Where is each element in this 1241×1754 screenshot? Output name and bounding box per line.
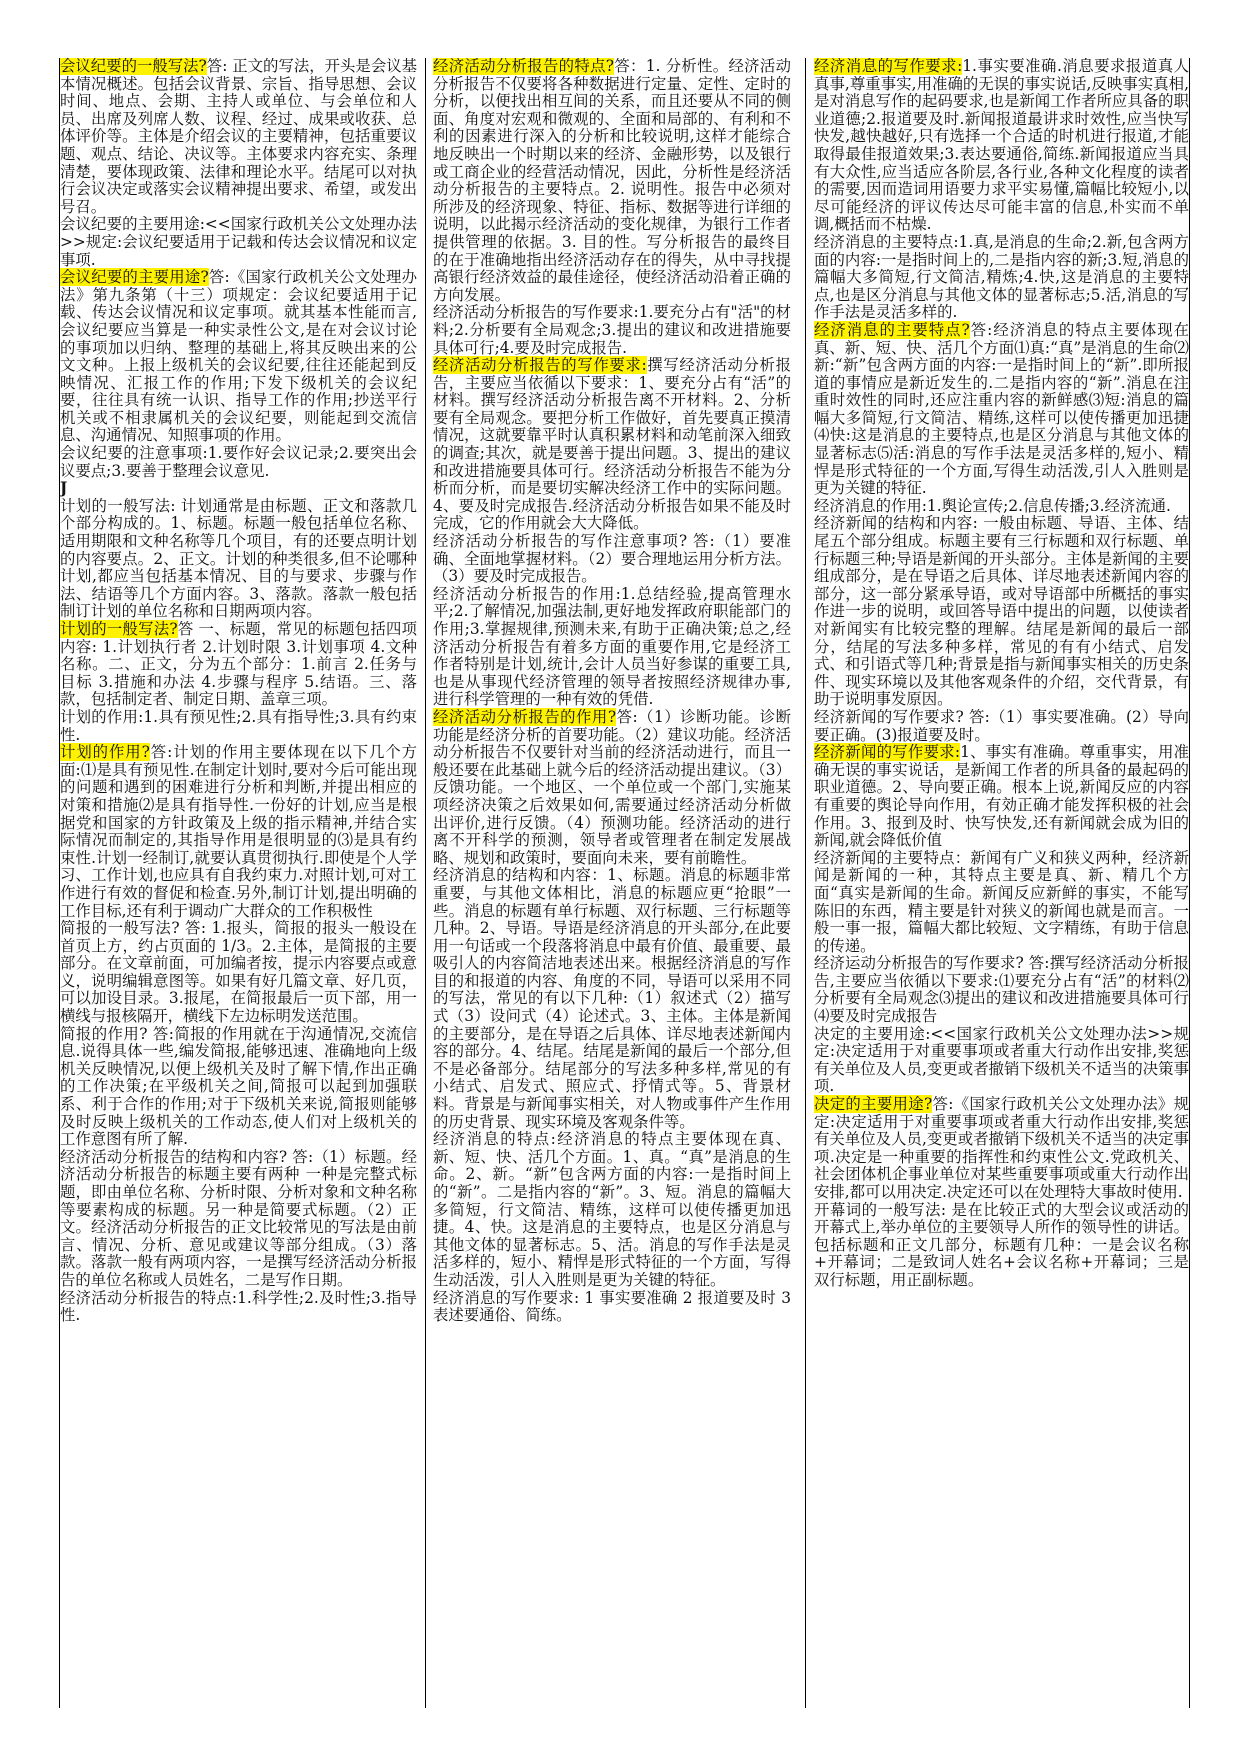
paragraph-text: 1、事实有准确。尊重事实，用准确无误的事实说话，是新闻工作者的所具备的最起码的职业道德。2、导向要正确。根本上说,新闻反应的内容有重要的舆论导向作用，有効正确才能发挥积极的社会作用。3、报到及时、快写快发,还有新闻就会成为旧的新闻,就会降低价值 [814,743,1189,850]
paragraph [433,304,791,357]
highlighted-question: 经济活动分析报告的写作要求: [433,356,647,375]
paragraph-text: 经济新闻的写作要求? 答:（1）事实要准确。(2）导向要正确。(3)报道要及时。 [814,707,1189,744]
paragraph-text: 经济消息的特点:经济消息的特点主要体现在真、新、短、快、活几个方面。1、真。“真”是消息的生命。2、新。“新”包含两方面的内容:一是指时间上的“新”。二是指内容的“新”。3、短。消息的篇幅大多简短，行文简洁、精练，这样可以使传播更加迅捷。4、快。这是消息的主要特点，也是区分消息与其他文体的显著标志。5、活。消息的写作手法是灵活多样的，短小、精悍是形式特征的一个方面，写得生动活泼，引人入胜则是更为关键的特征。 [433,1130,791,1289]
paragraph-text: 经济活动分析报告的写作要求:1.要充分占有"活"的材料;2.分析要有全局观念;3.提出的建议和改进措施要具体可行;4.要及时完成报告. [433,303,791,357]
paragraph [60,480,417,498]
text-column-1 [60,58,417,1708]
paragraph-text: 经济活动分析报告的写作注意事项? 答:（1）要准确、全面地掌握材料。（2）要合理地运用分析方法。（3）要及时完成报告。 [433,532,791,586]
highlighted-question: 经济活动分析报告的作用? [433,707,617,726]
paragraph-text: 经济新闻的结构和内容: 一般由标题、导语、主体、结尾五个部分组成。标题主要有三行标题和双行标题、单行标题三种;导语是新闻的开头部分。主体是新闻的主要组成部分，是在导语之后具体、详尽地表述新闻内容的部分，这一部分紧承导语，或对导语部中所概括的事实作进一步的说明，或回答导语中提出的问题，以使读者对新闻实有比较完整的理解。结尾是新闻的最后一部分，结尾的写法多种多样，常见的有有小结式、启发式、和引语式等几种;背景是指与新闻事实相关的历史条件、现实环境以及其他客观条件的介绍，交代背景，有助于说明事发原因。 [814,514,1189,709]
paragraph [814,498,1189,516]
paragraph-text: 经济活动分析报告的特点:1.科学性;2.及时性;3.指导性. [60,1288,417,1325]
paragraph [433,1290,791,1325]
paragraph [433,867,791,1131]
highlighted-question: 计划的作用? [60,743,150,762]
paragraph [814,58,1189,234]
highlighted-question: 计划的一般写法? [60,620,178,638]
paragraph-text: 经济活动分析报告的作用:1.总结经验,提高管理水平;2.了解情况,加强法制,更好地发挥政府职能部门的作用;3.掌握规律,预测未来,有助于正确决策;总之,经济活动分析报告有着多方面的重要作用,它是经济工作者特别是计划,统计,会计人员当好参谋的重要工具,也是从事现代经济管理的领导者按照经济规律办事,进行科学管理的一种有效的凭借. [433,584,791,709]
paragraph [433,533,791,586]
paragraph-text: 简报的一般写法? 答: 1.报头，简报的报头一般设在首页上方，约占页面的 1/3。2.主体，是简报的主要部分。在文章前面，可加编者按，提示内容要点或意义，说明编辑意图等。如果有好几篇文章、好几页，可以加设目录。3.报尾，在简报最后一页下部，用一横线与报核隔开，横线下左边标明发送范围。 [60,919,417,1026]
paragraph [433,357,791,533]
paragraph-text: 经济消息的写作要求: 1 事实要准确 2 报道要及时 3 表述要通俗、简练。 [433,1288,791,1325]
text-column-2 [433,58,791,1708]
paragraph-text: 答: 正文的写法，开头是会议基本情况概述。包括会议背景、宗旨、指导思想、会议时间、地点、会期、主持人或单位、与会单位和人员、出席及列席人数、议程、经过、成果或收获、总体评价等。主体是介绍会议的主要精神，包括重要议题、观点、结论、决议等。主体要求内容充实、条理清楚，要体现政策、法律和理论水平。结尾可以对执行会议决定或落实会议精神提出要求、希望，或发出号召。 [60,58,417,216]
paragraph-text: 答:（1）诊断功能。诊断功能是经济分析的首要功能。（2）建议功能。经济活动分析报告不仅要针对当前的经济活动进行，而且一般还要在此基础上就今后的经济活动提出建议。（3）反馈功能。一个地区、一个单位或一个部门,实施某项经济决策之后效果如何,需要通过经济活动分析做出评价,进行反馈。（4）预测功能。经济活动的进行离不开科学的预测，领导者或管理者在制定发展战略、规划和政策时，要面向未来，要有前瞻性。 [433,707,791,867]
paragraph [60,744,417,920]
column-rule [805,58,806,1708]
paragraph-text: 答:计划的作用主要体现在以下几个方面:⑴是具有预见性.在制定计划时,要对今后可能出现的问题和遇到的困难进行分析和判断,并提出相应的对策和措施⑵是具有指导性.一份好的计划,应当是根据党和国家的方针政策及上级的指示精神,并结合实际情况而制定的,其指导作用是很明显的⑶是具有约束性.计划一经制订,就要认真贯彻执行.即使是个人学习、工作计划,也应具有自我约束力.对照计划,可对工作进行有效的督促和检查.另外,制订计划,提出明确的工作目标,还有利于调动广大群众的工作积极性 [60,743,417,920]
text-column-3 [814,58,1189,1708]
paragraph [433,586,791,709]
paragraph-text: 撰写经济活动分析报告，主要应当依循以下要求：1、要充分占有“活”的材料。撰写经济活动分析报告离不开材料。2、分析要有全局观念。要把分析工作做好，首先要真正摸清情况，这就要靠平时认真积累材料和动笔前深入细致的调查;其次，就是要善于提出问题。3、提出的建议和改进措施要具体可行。经济活动分析报告不能为分析而分析，而是要切实解决经济工作中的实际问题。4、要及时完成报告.经济活动分析报告如果不能及时完成，它的作用就会大大降低。 [433,356,791,533]
paragraph-text: 答：1. 分析性。经济活动分析报告不仅要将各种数据进行定量、定性、定时的分析，以便找出相互间的关系，而且还要从不同的侧面、角度对宏观和微观的、全面和局部的、有利和不利的因素进行深入的分析和比较说明,这样才能综合地反映出一个时期以来的经济、金融形势，以及银行或工商企业的经营活动情况，因此，分析性是经济活动分析报告的主要特点。2. 说明性。报告中必须对所涉及的经济现象、特征、指标、数据等进行详细的说明，以此揭示经济活动的变化规律，为银行工作者提供管理的依据。3. 目的性。写分析报告的最终目的在于准确地指出经济活动存在的得失，从中寻找提高银行经济效益的最佳途径，使经济活动沿着正确的方向发展。 [433,58,791,304]
paragraph [814,850,1189,956]
paragraph-text: 决定的主要用途:<<国家行政机关公文处理办法>>规定:决定适用于对重要事项或者重大行动作出安排,奖惩有关单位及人员,变更或者撤销下级机关不适当的决策事项. [814,1024,1189,1096]
paragraph [814,1202,1189,1290]
paragraph-text: 经济活动分析报告的结构和内容? 答:（1）标题。经济活动分析报告的标题主要有两种 一种是完整式标题，即由单位名称、分析时限、分析对象和文种名称等要素构成的标题。另一种是简要式标题。（2）正文。经济活动分析报告的正文比较常见的写法是由前言、情况、分析、意见或建议等部分组成。（3）落款。落款一般有两项内容，一是撰写经济活动分析报告的单位名称或人员姓名，二是写作日期。 [60,1147,417,1289]
paragraph [60,1149,417,1290]
paragraph-text: 会议纪要的注意事项:1.要作好会议记录;2.要突出会议要点;3.要善于整理会议意见. [60,444,417,480]
column-rule [425,58,426,1708]
paragraph [60,1026,417,1149]
paragraph [433,1131,791,1289]
highlighted-question: 会议纪要的主要用途? [60,268,209,287]
highlighted-question: 经济新闻的写作要求: [814,743,961,762]
paragraph [814,234,1189,322]
paragraph [60,58,417,216]
paragraph-text: 经济消息的主要特点:1.真,是消息的生命;2.新,包含两方面的内容:一是指时间上的,二是指内容的新;3.短,消息的篇幅大多简短,行文简洁,精炼;4.快,这是消息的主要特点,也是区分消息与其他文体的显著标志;5.活,消息的写作手法是灵活多样的. [814,232,1189,322]
highlighted-question: 决定的主要用途? [814,1095,933,1114]
paragraph [814,1026,1189,1096]
paragraph [433,58,791,304]
paragraph-text: 答:《国家行政机关公文处理办法》规定:决定适用于对重要事项或者重大行动作出安排,奖惩有关单位及人员,变更或者撤销下级机关不适当的决定事项.决定是一种重要的指挥性和约束性公文.党政机关、社会团体机企事业单位对某些重要事项或重大行动作出安排,都可以用决定.决定还可以在处理特大事故时使用. [814,1095,1189,1201]
highlighted-question: 经济消息的写作要求: [814,58,963,75]
paragraph [60,445,417,480]
paragraph-text: 1.事实要准确.消息要求报道真人真事,尊重事实,用准确的无误的事实说话,反映事实真相,是对消息写作的起码要求,也是新闻工作者所应具备的职业道德;2.报道要及时.新闻报道最讲求时效性,应当快写快发,越快越好,只有选择一个合适的时机进行报道,才能取得最佳报道效果;3.表达要通俗,简练.新闻报道应当具有大众性,应当适应各阶层,各行业,各种文化程度的读者的需要,因而造词用语要力求平实易懂,篇幅比较短小,以尽可能经济的评议传达尽可能丰富的信息,朴实而不单调,概括而不枯燥. [814,58,1189,234]
paragraph-text: 经济消息的结构和内容：1、标题。消息的标题非常重要，与其他文体相比，消息的标题应更“抢眼”一些。消息的标题有单行标题、双行标题、三行标题等几种。2、导语。导语是经济消息的开头部分,在此要用一句话或一个段落将消息中最有价值、最重要、最吸引人的内容简洁地表述出来。根据经济消息的写作目的和报道的内容、角度的不同，导语可以采用不同的写法，常见的有以下几种:（1）叙述式（2）描写式（3）设问式（4）论述式。3、主体。主体是新闻的主要部分，是在导语之后具体、详尽地表述新闻内容的部分。4、结尾。结尾是新闻的最后一个部分,但不是必备部分。结尾部分的写法多种多样,常见的有小结式、启发式、照应式、抒情式等。5、背景材料。背景是与新闻事实相关，对人物或事件产生作用的历史背景、现实环境及客观条件等。 [433,866,791,1131]
paragraph-text: J [60,479,68,498]
highlighted-question: 会议纪要的一般写法? [60,58,207,75]
paragraph [60,498,417,621]
paragraph-text: 经济运动分析报告的写作要求? 答:撰写经济活动分析报告,主要应当依循以下要求:⑴要充分占有“活”的材料⑵分析要有全局观念⑶提出的建议和改进措施要具体可行⑷要及时完成报告 [814,954,1189,1026]
paragraph-text: 答:经济消息的特点主要体现在真、新、短、快、活几个方面⑴真:“真”是消息的生命⑵新:“新”包含两方面的内容:一是指时间上的“新”.即所报道的事情应是新近发生的.二是指内容的“新”.消息在注重时效性的同时,还应注重内容的新鲜感⑶短:消息的篇幅大多简短,行文简洁、精练,这样可以使传播更加迅捷⑷快:这是消息的主要特点,也是区分消息与其他文体的显著标志⑸活:消息的写作手法是灵活多样的,短小、精悍是形式特征的一个方面,写得生动活泼,引人入胜则是更为关键的特征. [814,320,1189,498]
paragraph [60,920,417,1026]
paragraph-text: 计划的作用:1.具有预见性;2.具有指导性;3.具有约束性. [60,707,417,744]
highlighted-question: 经济活动分析报告的特点? [433,58,615,75]
paragraph-text: 答:《国家行政机关公文处理办法》第九条第（十三）项规定：会议纪要适用于记载、传达会议情况和议定事项。就其基本性能而言,会议纪要应当算是一种实录性公文,是在对会议讨论的事项加以归纳、整理的基础上,将其反映出来的公文文种。上报上级机关的会议纪要,往往还能起到反映情况、汇报工作的作用;下发下级机关的会议纪要，往往具有统一认识、指导工作的作用;抄送平行机关或不相隶属机关的会议纪要，则能起到交流信息、沟通情况、知照事项的作用。 [60,268,417,445]
paragraph-text: 会议纪要的主要用途:<<国家行政机关公文处理办法>>规定:会议纪要适用于记载和传达会议情况和议定事项. [60,215,417,269]
paragraph [814,709,1189,744]
paragraph [60,709,417,744]
paragraph [814,955,1189,1025]
paragraph [814,1096,1189,1202]
paragraph [814,515,1189,709]
paragraph [433,709,791,867]
column-rule [1189,58,1190,1708]
paragraph-text: 答 一、标题，常见的标题包括四项内容: 1.计划执行者 2.计划时限 3.计划事项 4.文种名称。二、正文，分为五个部分：1.前言 2.任务与目标 3.措施和办法 4.步骤与程序 5.结语。三、落款，包括制定者、制定日期、盖章三项。 [60,620,417,709]
paragraph-text: 简报的作用? 答:简报的作用就在于沟通情况,交流信息.说得具体一些,编发简报,能够迅速、准确地向上级机关反映情况,以便上级机关及时了解下情,作出正确的工作决策;在平级机关之间,简报可以起到加强联系、利于合作的作用;对于下级机关来说,简报则能够及时反映上级机关的工作动态,使人们对上级机关的工作意图有所了解. [60,1024,417,1149]
paragraph [814,744,1189,850]
paragraph [814,322,1189,498]
paragraph [60,1290,417,1325]
paragraph-text: 经济新闻的主要特点：新闻有广义和狭义两种，经济新闻是新闻的一种，其特点主要是真、新、精几个方面“真实是新闻的生命。新闻反应新鲜的事实，不能写陈旧的东西，精主要是针对狭义的新闻也就是而言。一般一事一报，篇幅大都比较短、文字精练，有助于信息的传递。 [814,848,1189,955]
paragraph-text: 计划的一般写法: 计划通常是由标题、正文和落款几个部分构成的。1、标题。标题一般包括单位名称、适用期限和文种名称等几个项目，有的还要点明计划的内容要点。2、正文。计划的种类很多,但不论哪种计划,都应当包括基本情况、目的与要求、步骤与作法、结语等几个方面内容。3、落款。落款一般包括制订计划的单位名称和日期两项内容。 [60,496,417,621]
paragraph [60,269,417,445]
paragraph [60,621,417,709]
paragraph [60,216,417,269]
highlighted-question: 经济消息的主要特点? [814,320,970,339]
paragraph-text: 经济消息的作用:1.舆论宣传;2.信息传播;3.经济流通. [814,496,1171,515]
paragraph-text: 开幕词的一般写法: 是在比较正式的大型会议或活动的开幕式上,举办单位的主要领导人所作的领导性的讲话。包括标题和正文几部分，标题有几种：一是会议名称+开幕词；二是致词人姓名+会议名称+开幕词；三是双行标题，用正副标题。 [814,1200,1189,1289]
document-page [60,58,1189,1708]
